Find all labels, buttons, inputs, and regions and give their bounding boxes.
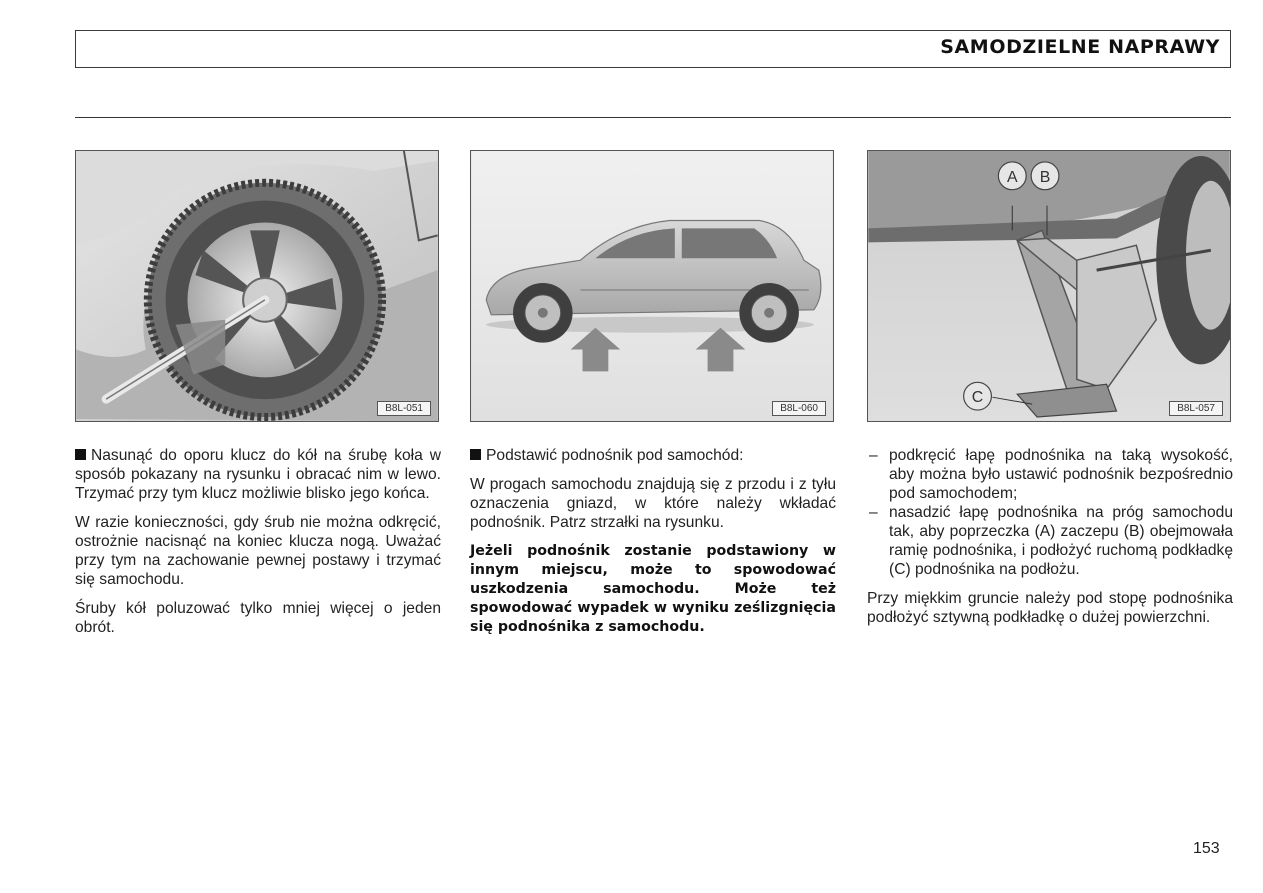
figure-wheel-wrench [75,150,439,422]
warning-text: Jeżeli podnośnik zostanie podstawiony w innym miejscu, może to spowodować uszkodzenia samochodu. Może też spowodować wypadek w wyniku ześlizgnięcia się podnośnika z samochodu. [470,543,836,635]
paragraph: Nasunąć do oporu klucz do kół na śrubę koła w sposób pokazany na rysunku i obracać nim w lewo. Trzymać przy tym klucz możliwie blisko jego końca. [75,447,441,502]
callout-c-label: C [971,389,984,407]
callout-b-label: B [1039,168,1051,186]
list-item: – nasadzić łapę podnośnika na próg samochodu tak, aby poprzeczka (A) zaczepu (B) obejmowała ramię podnośnika, i podłożyć ruchomą podkładkę (C) podnośnika na podłożu. [869,504,1233,578]
figure-car-jack-points [470,150,834,422]
page-section-title: SAMODZIELNE NAPRAWY [940,36,1220,58]
jack-placement-illustration [868,151,1230,421]
paragraph: Podstawić podnośnik pod samochód: [470,446,836,465]
dash-icon: – [869,504,878,521]
dash-icon: – [869,447,878,464]
paragraph: W razie konieczności, gdy śrub nie można odkręcić, ostrożnie nacisnąć na koniec klucza nogą. Uważać przy tym na zachowanie pewnej postawy i trzymać się samochodu. [75,514,441,588]
car-jack-points-illustration [471,151,833,421]
wheel-wrench-illustration [76,151,438,421]
figure-code: B8L-051 [377,401,431,416]
header-box [75,30,1231,68]
text-column-1 [75,446,441,647]
header-rule [75,117,1231,118]
square-bullet-icon [75,449,86,460]
page-number: 153 [1193,840,1220,857]
dash-list [867,446,1233,579]
figure-jack-placement [867,150,1231,422]
paragraph: W progach samochodu znajdują się z przodu i z tyłu oznaczenia gniazd, w które należy wkładać podnośnik. Patrz strzałki na rysunku. [470,476,836,531]
callout-a-label: A [1006,168,1018,186]
paragraph: Śruby kół poluzować tylko mniej więcej o jeden obrót. [75,600,441,636]
figure-code: B8L-060 [772,401,826,416]
square-bullet-icon [470,449,481,460]
text-column-2 [470,446,836,647]
list-item: – podkręcić łapę podnośnika na taką wysokość, aby można było ustawić podnośnik bezpośrednio pod samochodem; [869,447,1233,502]
figure-code: B8L-057 [1169,401,1223,416]
paragraph: Przy miękkim gruncie należy pod stopę podnośnika podłożyć sztywną podkładkę o dużej powierzchni. [867,590,1233,626]
text-column-3 [867,446,1233,637]
